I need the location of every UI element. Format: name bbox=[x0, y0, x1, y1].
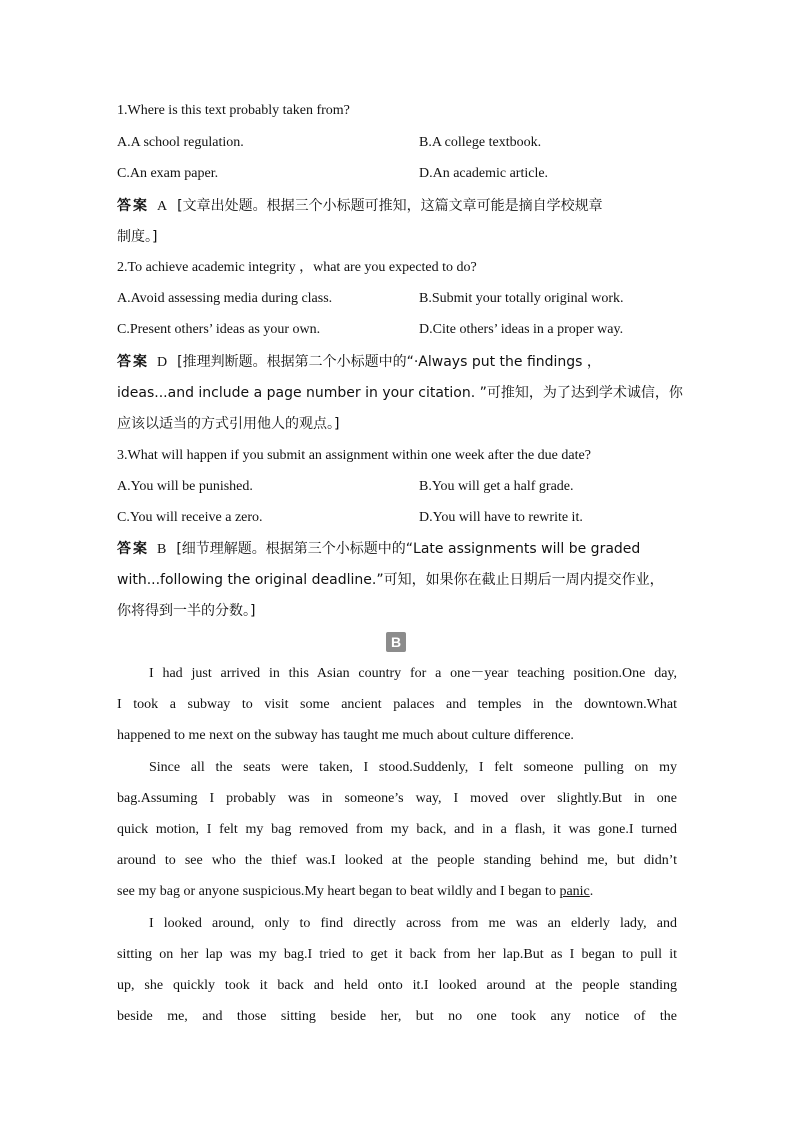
q2-option-b: B.Submit your totally original work. bbox=[419, 291, 624, 306]
passage-p3-line-2: sitting on her lap was my bag.I tried to get it back from her lap.But as I began to pull it bbox=[117, 947, 677, 962]
passage-p1-line-1: I had just arrived in this Asian country for a one－year teaching position.One day, bbox=[149, 666, 677, 681]
question-2: 2.To achieve academic integrity ，what are you expected to do? bbox=[117, 260, 477, 275]
answer-letter: D bbox=[157, 355, 168, 370]
q1-option-a: A.A school regulation. bbox=[117, 135, 244, 150]
q2-answer bbox=[117, 352, 677, 372]
q3-option-a: A.You will be punished. bbox=[117, 479, 253, 494]
q2-option-a: A.Avoid assessing media during class. bbox=[117, 291, 333, 306]
passage-p2-line-5-text: see my bag or anyone suspicious.My heart began to beat wildly and I began to bbox=[117, 884, 560, 899]
q2-explanation-3: 应该以适当的方式引用他人的观点。] bbox=[117, 416, 340, 432]
answer-label: 答案 bbox=[117, 198, 149, 214]
q3-option-c: C.You will receive a zero. bbox=[117, 510, 263, 525]
answer-label: 答案 bbox=[117, 354, 149, 370]
question-3: 3.What will happen if you submit an assignment within one week after the due date? bbox=[117, 448, 591, 463]
answer-letter: B bbox=[157, 542, 167, 557]
q1-answer bbox=[117, 196, 677, 216]
passage-p1-line-2: I took a subway to visit some ancient palaces and temples in the downtown.What bbox=[117, 697, 677, 712]
q3-explanation-3: 你将得到一半的分数。] bbox=[117, 603, 256, 619]
q3-explanation-1: [细节理解题。根据第三个小标题中的“Late assignments will be graded bbox=[176, 541, 641, 557]
q2-option-c: C.Present others’ ideas as your own. bbox=[117, 322, 321, 337]
question-1: 1.Where is this text probably taken from? bbox=[117, 103, 350, 118]
q3-option-b: B.You will get a half grade. bbox=[419, 479, 574, 494]
passage-p2-line-2: bag.Assuming I probably was in someone’s way, I moved over slightly.But in one bbox=[117, 791, 677, 806]
q1-explanation-1: [文章出处题。根据三个小标题可推知，这篇文章可能是摘自学校规章 bbox=[177, 198, 603, 214]
passage-p2-line-4: around to see who the thief was.I looked at the people standing behind me, but didn’t bbox=[117, 853, 677, 868]
q3-answer bbox=[117, 539, 677, 559]
passage-p3-line-1: I looked around, only to find directly across from me was an elderly lady, and bbox=[149, 916, 677, 931]
q3-option-d: D.You will have to rewrite it. bbox=[419, 510, 583, 525]
q1-explanation-2: 制度。] bbox=[117, 229, 158, 245]
q2-option-d: D.Cite others’ ideas in a proper way. bbox=[419, 322, 624, 337]
answer-label: 答案 bbox=[117, 541, 149, 557]
passage-p3-line-3: up, she quickly took it back and held onto it.I looked around at the people standing bbox=[117, 978, 677, 993]
passage-p2-line-5-end: . bbox=[589, 884, 594, 899]
q1-option-c: C.An exam paper. bbox=[117, 166, 219, 181]
passage-p3-line-4: beside me, and those sitting beside her, but no one took any notice of the bbox=[117, 1009, 677, 1024]
passage-p1-line-3: happened to me next on the subway has taught me much about culture difference. bbox=[117, 728, 574, 743]
answer-letter: A bbox=[157, 199, 168, 214]
q1-option-b: B.A college textbook. bbox=[419, 135, 542, 150]
passage-p2-line-1: Since all the seats were taken, I stood.Suddenly, I felt someone pulling on my bbox=[149, 760, 677, 775]
q3-explanation-2: with...following the original deadline.”可知，如果你在截止日期后一周内提交作业， bbox=[117, 572, 664, 588]
underlined-word: panic bbox=[559, 884, 590, 899]
passage-p2-line-5 bbox=[117, 882, 677, 902]
q2-explanation-1: [推理判断题。根据第二个小标题中的“·Always put the findings ， bbox=[177, 354, 601, 370]
q1-option-d: D.An academic article. bbox=[419, 166, 549, 181]
passage-p2-line-3: quick motion, I felt my bag removed from my back, and in a flash, it was gone.I turned bbox=[117, 822, 677, 837]
section-badge: B bbox=[386, 632, 406, 652]
q2-explanation-2: ideas...and include a page number in your citation. ”可推知，为了达到学术诚信，你 bbox=[117, 385, 683, 401]
